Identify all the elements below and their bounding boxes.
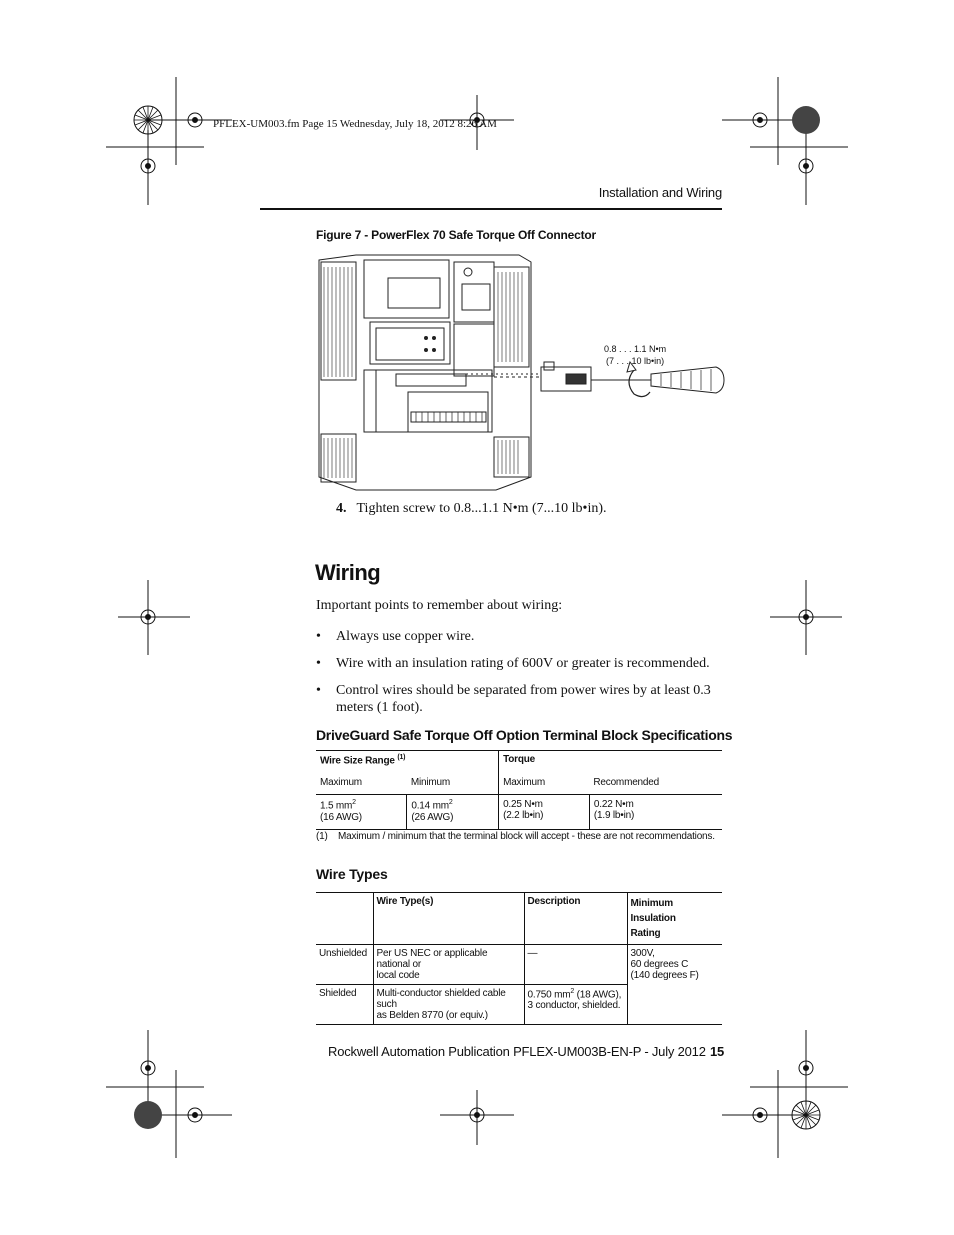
torque-label-line1: 0.8 . . . 1.1 N•m xyxy=(604,344,667,354)
footer-publication: Rockwell Automation Publication PFLEX-UM003B-EN-P - July 2012 xyxy=(328,1044,706,1059)
step-text: Tighten screw to 0.8...1.1 N•m (7...10 lb•in). xyxy=(356,501,607,516)
table-footnote: (1) Maximum / minimum that the terminal block will accept - these are not recommendations. xyxy=(316,831,715,842)
wiring-bullet-list xyxy=(316,628,726,726)
col-max: Maximum xyxy=(320,777,362,789)
bullet-icon: • xyxy=(316,629,321,644)
bullet-icon: • xyxy=(316,656,321,671)
col-min: Minimum xyxy=(407,769,499,795)
bullet-icon: • xyxy=(316,683,321,698)
row-unshielded-desc: — xyxy=(524,945,627,985)
cell-max: 1.5 $mm^2$ (16 AWG) xyxy=(316,795,407,829)
col-torque-rec: Recommended xyxy=(593,777,660,789)
cell-torque-max: 0.25 N•m (2.2 lb•in) xyxy=(499,795,590,829)
spec-table-title: DriveGuard Safe Torque Off Option Terminal Block Specifications xyxy=(316,727,733,743)
figure-drive-illustration xyxy=(316,252,726,502)
cell-torque-rec: 0.22 N•m (1.9 lb•in) xyxy=(593,799,635,822)
running-head: Installation and Wiring xyxy=(598,185,722,200)
figure-caption: Figure 7 - PowerFlex 70 Safe Torque Off Connector xyxy=(316,228,597,242)
header-description: Description xyxy=(524,893,627,945)
min-insulation-rating: 300V, 60 degrees C (140 degrees F) xyxy=(630,948,699,981)
torque-label-line2: (7 . . . 10 lb•in) xyxy=(606,356,665,366)
row-shielded-desc: 0.750 $mm^2$ (18 AWG), 3 conductor, shielded. xyxy=(524,985,627,1025)
page-number: 15 xyxy=(710,1044,725,1059)
row-unshielded-name: Unshielded xyxy=(316,945,373,985)
wire-types-table xyxy=(316,892,722,1025)
group-torque: Torque xyxy=(503,754,536,765)
drive-drawing xyxy=(316,252,726,497)
list-item: • Wire with an insulation rating of 600V or greater is recommended. xyxy=(316,656,710,671)
row-shielded-name: Shielded xyxy=(316,985,373,1025)
row-unshielded-type: Per US NEC or applicable national or local code xyxy=(373,945,524,985)
header-wire-type: Wire Type(s) xyxy=(373,893,524,945)
wire-types-title: Wire Types xyxy=(316,866,388,882)
list-item: • Always use copper wire. xyxy=(316,629,475,644)
section-title: Wiring xyxy=(315,560,381,585)
header-rule xyxy=(260,208,722,210)
col-torque-max: Maximum xyxy=(503,777,545,789)
spec-table xyxy=(316,750,722,830)
step-number: 4. xyxy=(336,501,347,516)
header-min-insulation: Minimum Insulation Rating xyxy=(630,898,676,939)
group-wire-size: Wire Size Range $^{(1)}$ xyxy=(316,751,499,770)
list-item: • Control wires should be separated from power wires by at least 0.3 meters (1 foot). xyxy=(316,683,711,715)
cell-min: 0.14 $mm^2$ (26 AWG) xyxy=(407,795,499,829)
step-4 xyxy=(336,501,607,517)
section-intro: Important points to remember about wiring: xyxy=(316,598,563,613)
row-shielded-type: Multi-conductor shielded cable such as Belden 8770 (or equiv.) xyxy=(373,985,524,1025)
print-slug: PFLEX-UM003.fm Page 15 Wednesday, July 18, 2012 8:26 AM xyxy=(213,118,497,130)
